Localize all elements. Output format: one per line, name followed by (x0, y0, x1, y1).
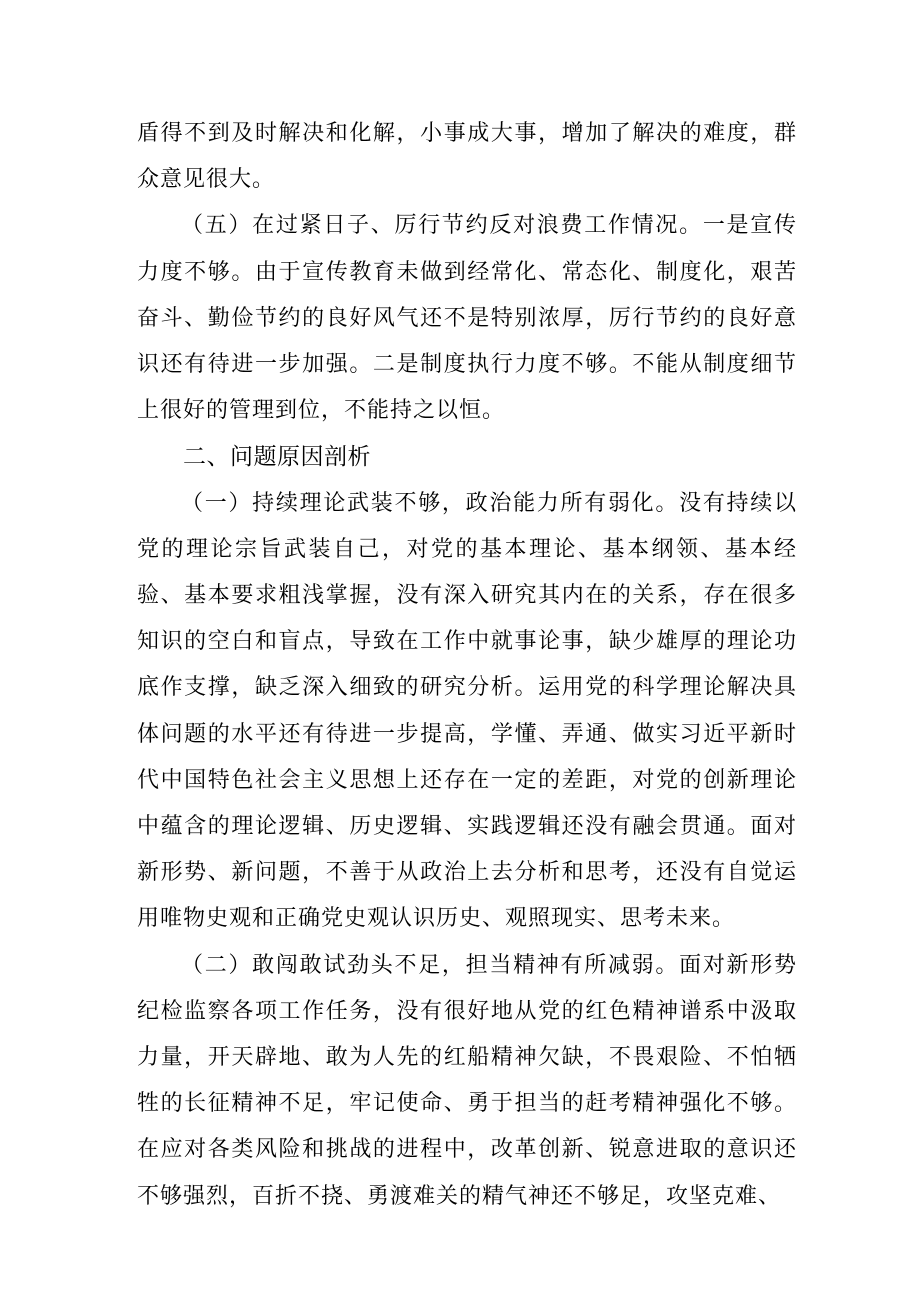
paragraph-cause-two: （二）敢闯敢试劲头不足，担当精神有所减弱。面对新形势纪检监察各项工作任务，没有很好地从党的红色精神谱系中汲取力量，开天辟地、敢为人先的红船精神欠缺，不畏艰险、不怕牺牲的长征精神不足，牢记使命、勇于担当的赶考精神强化不够。在应对各类风险和挑战的进程中，改革创新、锐意进取的意识还不够强烈，百折不挠、勇渡难关的精气神还不够足，攻坚克难、 (137, 952, 797, 1209)
section-heading-cause-analysis: 二、问题原因剖析 (183, 444, 371, 471)
paragraph-section-five: （五）在过紧日子、厉行节约反对浪费工作情况。一是宣传力度不够。由于宣传教育未做到经常化、常态化、制度化，艰苦奋斗、勤俭节约的良好风气还不是特别浓厚，厉行节约的良好意识还有待进一步加强。二是制度执行力度不够。不能从制度细节上很好的管理到位，不能持之以恒。 (137, 213, 797, 424)
document-body (137, 111, 797, 1220)
paragraph-continuation: 盾得不到及时解决和化解，小事成大事，增加了解决的难度，群众意见很大。 (137, 121, 797, 193)
paragraph-cause-one: （一）持续理论武装不够，政治能力所有弱化。没有持续以党的理论宗旨武装自己，对党的基本理论、基本纲领、基本经验、基本要求粗浅掌握，没有深入研究其内在的关系，存在很多知识的空白和盲点，导致在工作中就事论事，缺少雄厚的理论功底作支撑，缺乏深入细致的研究分析。运用党的科学理论解决具体问题的水平还有待进一步提高，学懂、弄通、做实习近平新时代中国特色社会主义思想上还存在一定的差距，对党的创新理论中蕴含的理论逻辑、历史逻辑、实践逻辑还没有融会贯通。面对新形势、新问题，不善于从政治上去分析和思考，还没有自觉运用唯物史观和正确党史观认识历史、观照现实、思考未来。 (137, 490, 797, 932)
